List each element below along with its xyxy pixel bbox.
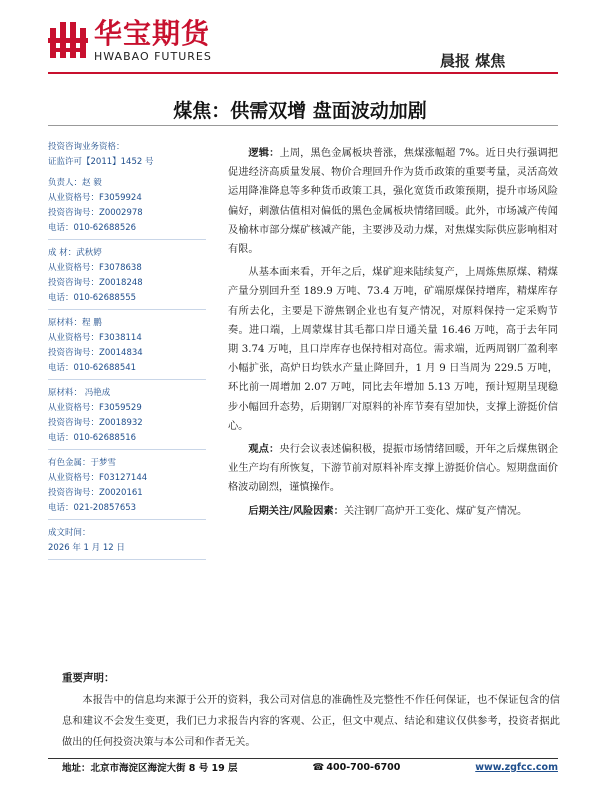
logic-text: 上周，黑色金属板块普涨，焦煤涨幅超 7%。近日央行强调把促进经济高质量发展、物价合理回升作为货币政策的重要考量，灵活高效运用降准降息等多种货币政策工具，强化宽货币政策预期，提升市场风险偏好，刺激估值相对偏低的黑色金属板块情绪回暖。此外，市场减产传闻及榆林市部分煤矿核减产能，主要涉及动力煤，对焦煤实际供应影响相对有限。: [228, 148, 558, 256]
view-lead: 观点：: [248, 443, 280, 456]
analyst-phone: 电话：010-62688555: [48, 293, 137, 303]
view-text: 央行会议表述偏积极，提振市场情绪回暖，开年之后煤焦钢企业生产均有所恢复，下游节前对原料补库支撑上游挺价信心。短期盘面价格波动剧烈，谨慎操作。: [228, 444, 559, 494]
sidebar-divider: [48, 239, 206, 240]
report-date: 2026 年 1 月 12 日: [48, 543, 125, 553]
analyst-block: [48, 386, 206, 446]
footer-phone-group: [312, 762, 400, 773]
analyst-invest: 投资咨询号：Z0018932: [48, 418, 143, 428]
report-tag: 晨报 煤焦: [440, 52, 506, 70]
analyst-role: 原材料： 冯艳成: [48, 388, 111, 398]
analyst-phone: 电话：021-20857653: [48, 503, 137, 513]
sidebar-divider: [48, 519, 206, 520]
analyst-block: [48, 246, 206, 306]
header-divider: [48, 72, 558, 74]
license-value: 证监许可【2011】1452 号: [48, 157, 154, 167]
analyst-block: [48, 176, 206, 236]
sidebar-divider: [48, 449, 206, 450]
brand-name-cn: 华宝期货: [94, 17, 211, 50]
analyst-block: [48, 316, 206, 376]
analyst-cert: 从业资格号：F3059924: [48, 193, 142, 203]
report-body: [228, 144, 558, 525]
report-date-label: 成文时间：: [48, 528, 91, 538]
brand-logo-icon: [48, 20, 88, 60]
logic-paragraph: [228, 144, 558, 259]
analyst-cert: 从业资格号：F03127144: [48, 473, 148, 483]
analyst-cert: 从业资格号：F3038114: [48, 333, 142, 343]
analyst-block: [48, 456, 206, 516]
risk-lead: 后期关注/风险因素：: [248, 504, 344, 517]
footer-phone: 400-700-6700: [326, 761, 401, 773]
disclaimer-text: 本报告中的信息均来源于公开的资料，我公司对信息的准确性及完整性不作任何保证，也不保证包含的信息和建议不会发生变更，我们已力求报告内容的客观、公正，但文中观点、结论和建议仅供参考，投资者据此做出的任何投资决策与本公司和作者无关。: [62, 695, 560, 748]
analyst-phone: 电话：010-62688526: [48, 223, 137, 233]
analyst-role: 负责人：赵 毅: [48, 178, 102, 188]
analyst-role: 成 材：武秋婷: [48, 248, 102, 258]
analyst-invest: 投资咨询号：Z0002978: [48, 208, 143, 218]
disclaimer-title: 重要声明：: [62, 672, 115, 684]
analyst-sidebar: [48, 140, 206, 566]
analyst-role: 有色金属：于梦雪: [48, 458, 117, 468]
page-title: 煤焦：供需双增 盘面波动加剧: [173, 100, 427, 122]
brand-name-en: HWABAO FUTURES: [94, 50, 212, 63]
analyst-invest: 投资咨询号：Z0020161: [48, 488, 143, 498]
risk-paragraph: [228, 502, 558, 521]
analyst-phone: 电话：010-62688516: [48, 433, 137, 443]
analyst-invest: 投资咨询号：Z0018248: [48, 278, 143, 288]
title-divider: [48, 125, 558, 126]
sidebar-divider: [48, 559, 206, 560]
page-footer: [62, 760, 558, 774]
sidebar-divider: [48, 309, 206, 310]
analyst-role: 原材料：程 鹏: [48, 318, 102, 328]
logic-lead: 逻辑：: [248, 147, 280, 159]
analyst-invest: 投资咨询号：Z0014834: [48, 348, 143, 358]
license-label: 投资咨询业务资格：: [48, 142, 125, 152]
footer-divider: [48, 758, 558, 759]
risk-text: 关注钢厂高炉开工变化、煤矿复产情况。: [343, 505, 528, 517]
sidebar-divider: [48, 379, 206, 380]
footer-website-link[interactable]: www.zgfcc.com: [475, 761, 558, 773]
analyst-cert: 从业资格号：F3059529: [48, 403, 142, 413]
analyst-phone: 电话：010-62688541: [48, 363, 137, 373]
phone-icon: ☎: [312, 761, 325, 773]
analyst-cert: 从业资格号：F3078638: [48, 263, 142, 273]
fundamentals-paragraph: 从基本面来看，开年之后，煤矿迎来陆续复产，上周炼焦原煤、精煤产量分别回升至 189.9 万吨、73.4 万吨，矿端原煤保持增库，精煤库存有所去化，主要是下游焦钢企业也有复产情况，对原料保持一定采购节奏。进口端，上周蒙煤甘其毛都口岸日通关量 16.46 万吨，高于去年同期 3.74 万吨，且口岸库存也保持相对高位。需求端，近两周钢厂盈利率小幅扩张，高炉日均铁水产量止降回升，1 月 9 日当周为 229.5 万吨，环比前一周增加 2.07 万吨，同比去年增加 5.13 万吨，预计短期呈现稳步小幅回升态势，后期钢厂对原料的补库节奏有望加快，支撑上游挺价信心。: [228, 267, 558, 432]
view-paragraph: [228, 440, 558, 498]
footer-address: 地址：北京市海淀区海淀大街 8 号 19 层: [62, 763, 238, 774]
